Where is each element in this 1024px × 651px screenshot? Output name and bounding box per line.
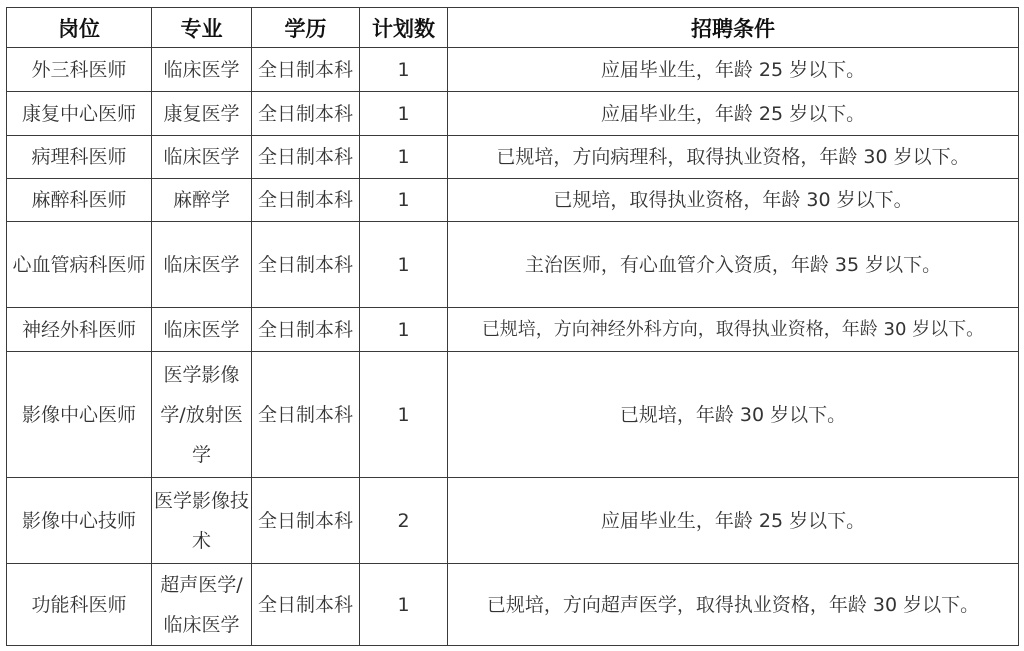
header-count: 计划数 [360, 8, 448, 48]
cell-position: 神经外科医师 [7, 308, 152, 352]
cell-major: 医学影像技术 [152, 478, 252, 564]
cell-position: 麻醉科医师 [7, 179, 152, 222]
table-row [7, 48, 1019, 92]
header-requirement: 招聘条件 [448, 8, 1019, 48]
cell-count: 2 [360, 478, 448, 564]
cell-major: 医学影像学/放射医学 [152, 352, 252, 478]
cell-count: 1 [360, 564, 448, 646]
cell-major: 临床医学 [152, 308, 252, 352]
cell-requirement: 已规培，方向神经外科方向，取得执业资格，年龄 30 岁以下。 [448, 308, 1019, 352]
cell-requirement: 应届毕业生，年龄 25 岁以下。 [448, 92, 1019, 136]
cell-position: 康复中心医师 [7, 92, 152, 136]
table-header-row [7, 8, 1019, 48]
cell-major: 临床医学 [152, 222, 252, 308]
cell-requirement: 已规培，方向病理科，取得执业资格，年龄 30 岁以下。 [448, 136, 1019, 179]
cell-education: 全日制本科 [252, 564, 360, 646]
cell-position: 心血管病科医师 [7, 222, 152, 308]
cell-requirement: 主治医师，有心血管介入资质，年龄 35 岁以下。 [448, 222, 1019, 308]
cell-education: 全日制本科 [252, 478, 360, 564]
cell-education: 全日制本科 [252, 136, 360, 179]
recruitment-table [6, 7, 1019, 646]
cell-requirement: 已规培，取得执业资格，年龄 30 岁以下。 [448, 179, 1019, 222]
table-row [7, 179, 1019, 222]
table-row [7, 136, 1019, 179]
cell-education: 全日制本科 [252, 179, 360, 222]
table-row [7, 222, 1019, 308]
cell-count: 1 [360, 136, 448, 179]
cell-requirement: 应届毕业生，年龄 25 岁以下。 [448, 48, 1019, 92]
cell-major: 麻醉学 [152, 179, 252, 222]
cell-count: 1 [360, 48, 448, 92]
cell-education: 全日制本科 [252, 308, 360, 352]
cell-education: 全日制本科 [252, 352, 360, 478]
cell-education: 全日制本科 [252, 48, 360, 92]
cell-education: 全日制本科 [252, 222, 360, 308]
cell-requirement: 已规培，年龄 30 岁以下。 [448, 352, 1019, 478]
header-education: 学历 [252, 8, 360, 48]
cell-position: 影像中心医师 [7, 352, 152, 478]
cell-count: 1 [360, 222, 448, 308]
table-row [7, 478, 1019, 564]
cell-count: 1 [360, 92, 448, 136]
cell-position: 外三科医师 [7, 48, 152, 92]
cell-position: 影像中心技师 [7, 478, 152, 564]
header-major: 专业 [152, 8, 252, 48]
cell-major: 超声医学/临床医学 [152, 564, 252, 646]
cell-requirement: 应届毕业生，年龄 25 岁以下。 [448, 478, 1019, 564]
table-row [7, 92, 1019, 136]
table-row [7, 352, 1019, 478]
header-position: 岗位 [7, 8, 152, 48]
cell-requirement: 已规培，方向超声医学，取得执业资格，年龄 30 岁以下。 [448, 564, 1019, 646]
cell-count: 1 [360, 179, 448, 222]
cell-major: 临床医学 [152, 48, 252, 92]
cell-major: 康复医学 [152, 92, 252, 136]
cell-education: 全日制本科 [252, 92, 360, 136]
cell-position: 病理科医师 [7, 136, 152, 179]
table-row [7, 308, 1019, 352]
cell-position: 功能科医师 [7, 564, 152, 646]
cell-major: 临床医学 [152, 136, 252, 179]
cell-count: 1 [360, 308, 448, 352]
table-row [7, 564, 1019, 646]
cell-count: 1 [360, 352, 448, 478]
